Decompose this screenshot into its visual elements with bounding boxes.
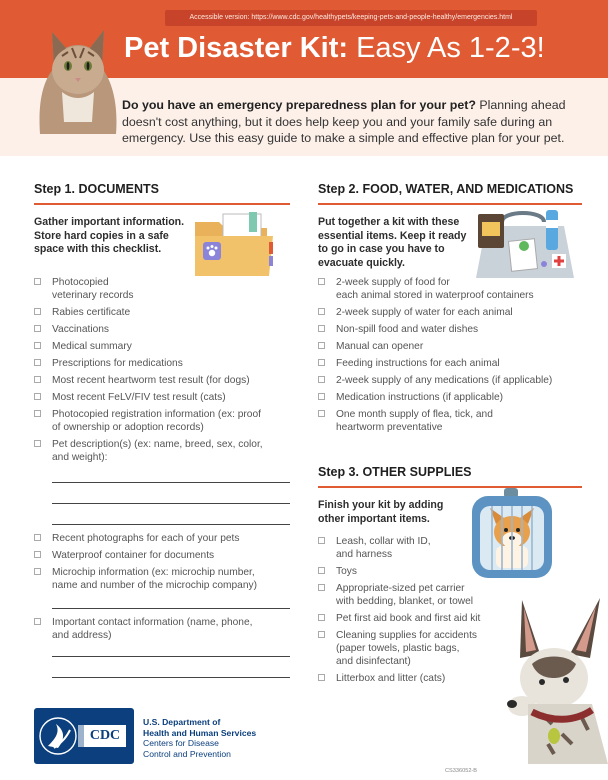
step1-desc-line: Gather important information. [34, 216, 185, 228]
item-text: Photocopied registration information (ex: proof [52, 409, 261, 420]
agency-names [143, 717, 256, 759]
checkbox[interactable] [34, 308, 41, 315]
checkbox[interactable] [34, 410, 41, 417]
checkbox[interactable] [318, 308, 325, 315]
item-text: with bedding, blanket, or towel [336, 596, 474, 607]
checklist-item[interactable] [34, 323, 294, 336]
checklist-item[interactable] [318, 535, 498, 561]
checkbox[interactable] [34, 440, 41, 447]
item-text: Vaccinations [52, 324, 110, 335]
step1-heading: Step 1. DOCUMENTS [34, 182, 290, 205]
item-text: Pet description(s) (ex: name, breed, sex, color, [52, 439, 263, 450]
item-text: One month supply of flea, tick, and [336, 409, 493, 420]
checkbox[interactable] [34, 393, 41, 400]
item-text: Manual can opener [336, 341, 424, 352]
pet-description-write-line[interactable] [52, 524, 290, 525]
checkbox[interactable] [34, 551, 41, 558]
checkbox[interactable] [34, 325, 41, 332]
item-text: each animal stored in waterproof containers [336, 290, 534, 301]
checkbox[interactable] [318, 410, 325, 417]
checklist-item[interactable] [34, 408, 294, 434]
checklist-item[interactable] [34, 306, 294, 319]
checklist-item[interactable] [34, 374, 294, 387]
checkbox[interactable] [318, 342, 325, 349]
item-text: Photocopied [52, 277, 109, 288]
item-text: Most recent heartworm test result (for dogs) [52, 375, 250, 386]
step1-checklist-b [34, 532, 294, 592]
checklist-item[interactable] [318, 357, 588, 370]
item-text: Appropriate-sized pet carrier [336, 583, 465, 594]
checklist-item[interactable] [318, 391, 588, 404]
step2-desc-line: essential items. Keep it ready [318, 229, 467, 242]
item-text: Toys [336, 566, 357, 577]
intro-body: Planning ahead doesn't cost anything, but it does help keep you and your family safe during an emergency. Use this easy guide to make a simple and effective plan for your pet. [122, 98, 566, 145]
checklist-item[interactable] [318, 612, 498, 625]
microchip-write-line[interactable] [52, 608, 290, 609]
title-light: Easy As 1-2-3! [348, 32, 545, 64]
item-text: 2-week supply of any medications (if applicable) [336, 375, 553, 386]
checklist-item[interactable] [318, 408, 588, 434]
checkbox[interactable] [318, 567, 325, 574]
step2-heading: Step 2. FOOD, WATER, AND MEDICATIONS [318, 182, 582, 205]
checkbox[interactable] [34, 568, 41, 575]
cat-illustration [32, 4, 124, 134]
item-text: Rabies certificate [52, 307, 131, 318]
step1-desc-line: space with this checklist. [34, 243, 162, 255]
step2-desc-line: Put together a kit with these [318, 216, 460, 228]
item-text: Microchip information (ex: microchip number, [52, 567, 255, 578]
item-text: Prescriptions for medications [52, 358, 183, 369]
step3-desc-line: other important items. [318, 512, 430, 525]
checkbox[interactable] [34, 342, 41, 349]
checklist-item[interactable] [34, 566, 294, 592]
cdc-line: Centers for Disease [143, 738, 219, 748]
item-text: Cleaning supplies for accidents [336, 630, 478, 641]
item-text: Medication instructions (if applicable) [336, 392, 504, 403]
item-text: 2-week supply of water for each animal [336, 307, 513, 318]
checklist-item[interactable] [34, 357, 294, 370]
checkbox[interactable] [34, 359, 41, 366]
item-text: Pet first aid book and first aid kit [336, 613, 481, 624]
step1-desc-line: Store hard copies in a safe [34, 229, 169, 242]
item-text: 2-week supply of food for [336, 277, 450, 288]
checkbox[interactable] [318, 376, 325, 383]
checklist-item[interactable] [318, 276, 588, 302]
cdc-logo-text: CDC [89, 728, 121, 743]
step2-checklist [318, 276, 588, 434]
item-text: name and number of the microchip company) [52, 580, 257, 591]
step3-description [318, 499, 468, 526]
title-bold: Pet Disaster Kit: [124, 32, 349, 64]
item-text: and address) [52, 630, 112, 641]
checkbox[interactable] [318, 631, 325, 638]
hhs-line: Health and Human Services [143, 727, 257, 738]
document-code: CS336052-B [445, 768, 478, 774]
item-text: Important contact information (name, phone, [52, 617, 253, 628]
item-text: Recent photographs for each of your pets [52, 533, 240, 544]
step1-description [34, 216, 194, 257]
checklist-item[interactable] [34, 276, 294, 302]
checkbox[interactable] [34, 376, 41, 383]
checkbox[interactable] [34, 618, 41, 625]
step2-description [318, 216, 478, 270]
checkbox[interactable] [318, 359, 325, 366]
item-text: of ownership or adoption records) [52, 422, 204, 433]
checkbox[interactable] [318, 537, 325, 544]
pet-description-write-line[interactable] [52, 503, 290, 504]
item-text: and disinfectant) [336, 656, 411, 667]
item-text: heartworm preventative [336, 422, 443, 433]
checklist-item[interactable] [318, 306, 588, 319]
step3-desc-line: Finish your kit by adding [318, 499, 444, 511]
checklist-item[interactable] [318, 565, 498, 578]
hhs-cdc-logo [34, 708, 134, 764]
checklist-item[interactable] [34, 438, 294, 464]
item-text: and harness [336, 549, 393, 560]
checklist-item[interactable] [34, 391, 294, 404]
checklist-item[interactable] [318, 672, 498, 685]
checklist-item[interactable] [34, 616, 294, 642]
cdc-line: Control and Prevention [143, 748, 231, 759]
checkbox[interactable] [318, 614, 325, 621]
item-text: Medical summary [52, 341, 132, 352]
checklist-item[interactable] [318, 629, 498, 668]
checklist-item[interactable] [34, 549, 294, 562]
step3-heading: Step 3. OTHER SUPPLIES [318, 465, 582, 488]
item-text: and weight): [52, 452, 108, 463]
contact-write-line[interactable] [52, 677, 290, 678]
checkbox[interactable] [318, 278, 325, 285]
checklist-item[interactable] [318, 374, 588, 387]
item-text: (paper towels, plastic bags, [336, 643, 460, 654]
contact-write-line[interactable] [52, 656, 290, 657]
pet-description-write-line[interactable] [52, 482, 290, 483]
accessible-version-link[interactable]: Accessible version: https://www.cdc.gov/healthypets/keeping-pets-and-people-healthy/emergencies.html [165, 10, 537, 26]
checklist-item[interactable] [34, 340, 294, 353]
step1-checklist-a [34, 276, 294, 464]
item-text: veterinary records [52, 290, 134, 301]
intro-lead: Do you have an emergency preparedness plan for your pet? [122, 98, 476, 112]
step2-desc-line: evacuate quickly. [318, 256, 405, 269]
document-folder-icon [193, 212, 275, 278]
step1-checklist-c [34, 616, 294, 642]
checkbox[interactable] [34, 534, 41, 541]
item-text: Most recent FeLV/FIV test result (cats) [52, 392, 226, 403]
checkbox[interactable] [34, 278, 41, 285]
checkbox[interactable] [318, 584, 325, 591]
step2-desc-line: to go in case you have to [318, 243, 445, 255]
checkbox[interactable] [318, 325, 325, 332]
item-text: Leash, collar with ID, [336, 536, 431, 547]
checklist-item[interactable] [318, 340, 588, 353]
checklist-item[interactable] [34, 532, 294, 545]
dog-illustration [492, 594, 608, 764]
checklist-item[interactable] [318, 323, 588, 336]
item-text: Feeding instructions for each animal [336, 358, 500, 369]
pet-kit-bag-icon [472, 206, 578, 282]
step3-checklist [318, 535, 498, 685]
checkbox[interactable] [318, 393, 325, 400]
item-text: Waterproof container for documents [52, 550, 215, 561]
item-text: Litterbox and litter (cats) [336, 673, 446, 684]
item-text: Non-spill food and water dishes [336, 324, 479, 335]
hhs-line: U.S. Department of [143, 717, 221, 727]
page-title [124, 30, 545, 66]
checklist-item[interactable] [318, 582, 498, 608]
checkbox[interactable] [318, 674, 325, 681]
intro-text [122, 97, 584, 147]
